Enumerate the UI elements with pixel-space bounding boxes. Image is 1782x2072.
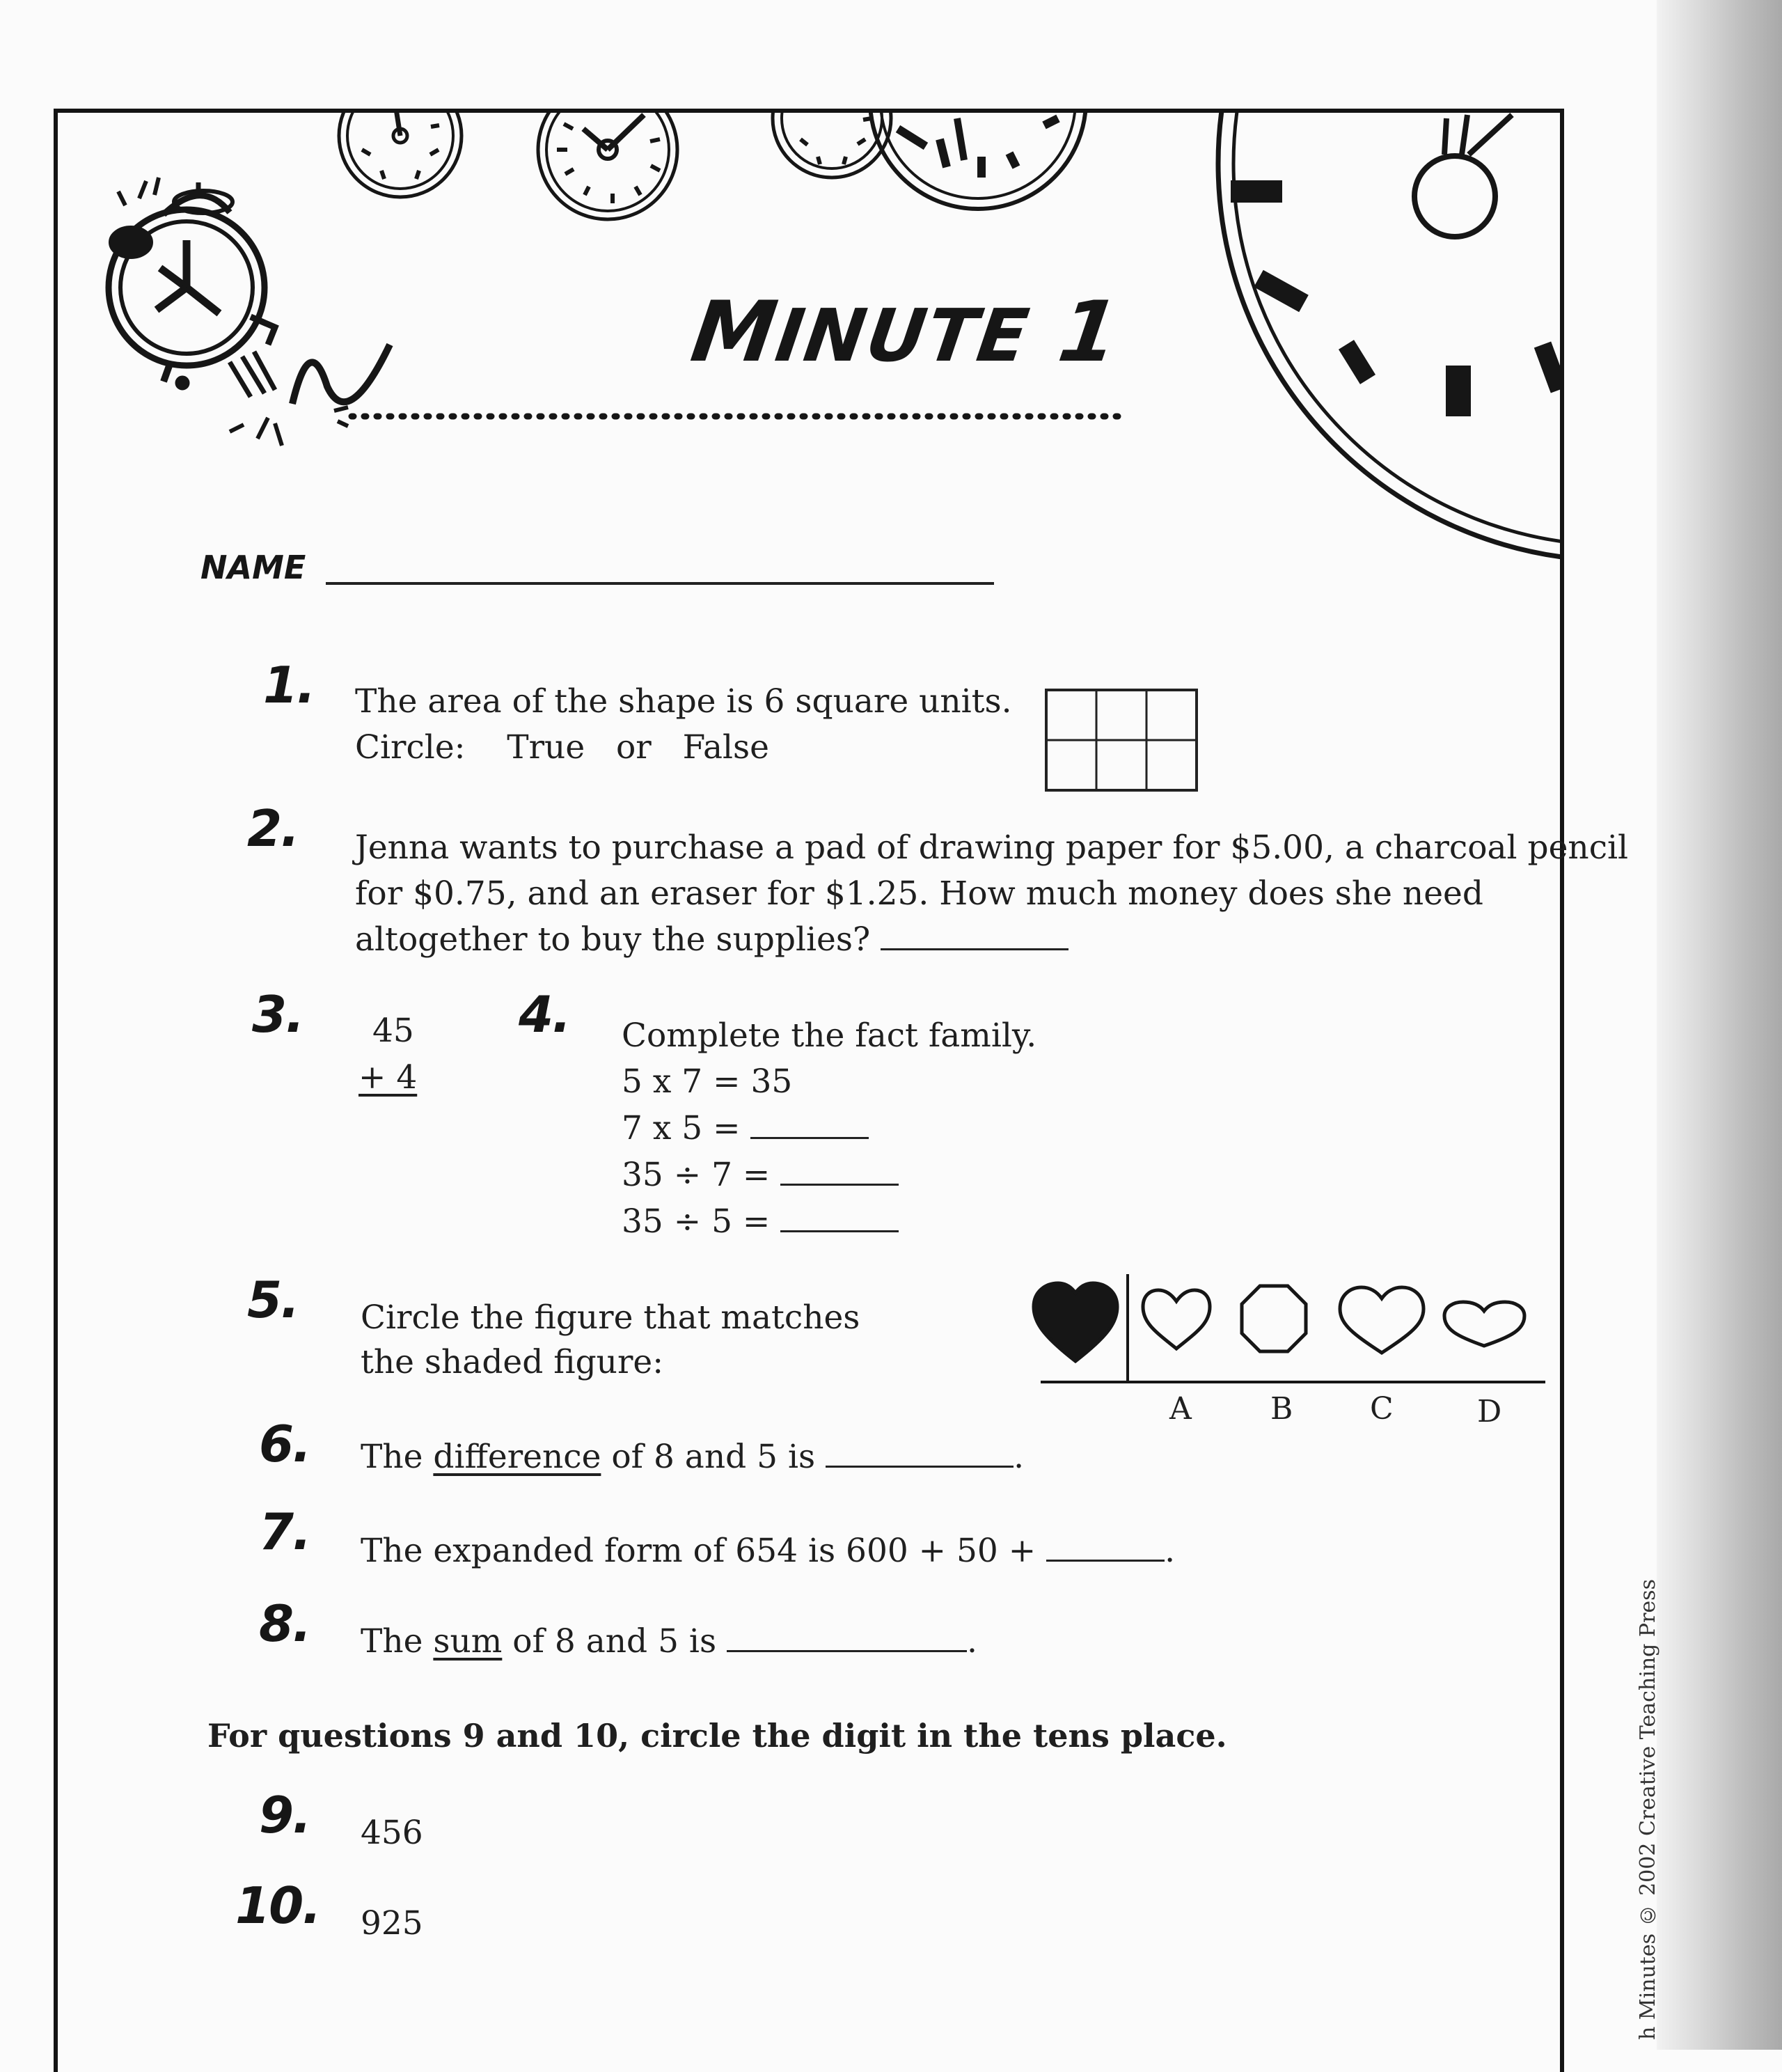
heart-c-icon xyxy=(1340,1287,1424,1353)
tens-place-instruction: For questions 9 and 10, circle the digit in the tens place. xyxy=(207,1717,1227,1755)
question-7-text: The expanded form of 654 is 600 + 50 + . xyxy=(361,1532,1176,1570)
fact-3: 35 ÷ 7 = xyxy=(622,1152,899,1198)
question-1-text: The area of the shape is 6 square units. xyxy=(355,682,1012,721)
answer-blank[interactable] xyxy=(780,1184,899,1186)
page-title: MINUTE 1 xyxy=(686,284,1126,381)
shaded-heart-icon xyxy=(1034,1283,1117,1361)
question-2-line2: for $0.75, and an eraser for $1.25. How much money does she need xyxy=(355,874,1483,913)
question-8-text: The sum of 8 and 5 is . xyxy=(361,1622,977,1661)
large-clock-icon xyxy=(1218,0,1782,560)
octagon-b-icon xyxy=(1242,1286,1306,1351)
question-number: 3. xyxy=(252,985,303,1044)
name-input-line[interactable] xyxy=(326,582,994,585)
question-10-number-value[interactable]: 925 xyxy=(361,1904,423,1943)
question-4-instruction: Complete the fact family. xyxy=(622,1017,1037,1055)
question-1-options: Circle: True or False xyxy=(355,728,769,767)
question-number: 5. xyxy=(247,1271,299,1329)
question-number: 8. xyxy=(259,1594,310,1653)
medium-clock-icon xyxy=(870,0,1086,209)
small-clock-icon xyxy=(339,74,462,197)
question-9-number-value[interactable]: 456 xyxy=(361,1814,423,1852)
answer-blank[interactable] xyxy=(780,1230,899,1232)
name-label: NAME xyxy=(200,549,306,586)
question-5-line1: Circle the figure that matches xyxy=(361,1298,860,1337)
answer-blank[interactable] xyxy=(881,948,1069,950)
fact-4: 35 ÷ 5 = xyxy=(622,1199,899,1245)
question-number: 1. xyxy=(263,656,315,714)
question-number: 9. xyxy=(259,1786,310,1844)
fact-2: 7 x 5 = xyxy=(622,1106,869,1152)
choice-c-label[interactable]: C xyxy=(1370,1391,1394,1427)
question-2-line1: Jenna wants to purchase a pad of drawing paper for $5.00, a charcoal pencil xyxy=(355,829,1629,867)
heart-d-icon xyxy=(1444,1302,1524,1346)
option-true[interactable]: True xyxy=(507,728,585,767)
answer-blank[interactable] xyxy=(750,1137,869,1139)
answer-blank[interactable] xyxy=(1046,1560,1165,1562)
heart-choices xyxy=(1030,1271,1552,1396)
choice-b-label[interactable]: B xyxy=(1270,1391,1293,1427)
question-5-line2: the shaded figure: xyxy=(361,1343,664,1381)
choice-a-label[interactable]: A xyxy=(1169,1391,1192,1427)
question-number: 4. xyxy=(519,985,570,1044)
addend-bottom: + 4 xyxy=(358,1058,418,1097)
small-clock-icon xyxy=(538,80,677,219)
heart-a-icon xyxy=(1143,1290,1210,1349)
copyright-notice: h Minutes © 2002 Creative Teaching Press xyxy=(1636,1579,1660,2040)
question-number: 7. xyxy=(259,1502,310,1561)
question-number: 6. xyxy=(259,1415,310,1473)
answer-blank[interactable] xyxy=(727,1650,967,1652)
option-false[interactable]: False xyxy=(682,728,769,767)
alarm-clock-icon xyxy=(109,178,390,446)
question-6-text: The difference of 8 and 5 is . xyxy=(361,1438,1025,1476)
question-2-line3: altogether to buy the supplies? xyxy=(355,917,1069,963)
choice-d-label[interactable]: D xyxy=(1477,1394,1502,1429)
question-number: 2. xyxy=(247,799,299,858)
question-number: 10. xyxy=(235,1876,320,1935)
answer-blank[interactable] xyxy=(826,1466,1014,1468)
fact-1: 5 x 7 = 35 xyxy=(622,1062,793,1101)
area-grid-shape xyxy=(1044,688,1200,794)
addend-top: 45 xyxy=(372,1012,414,1050)
